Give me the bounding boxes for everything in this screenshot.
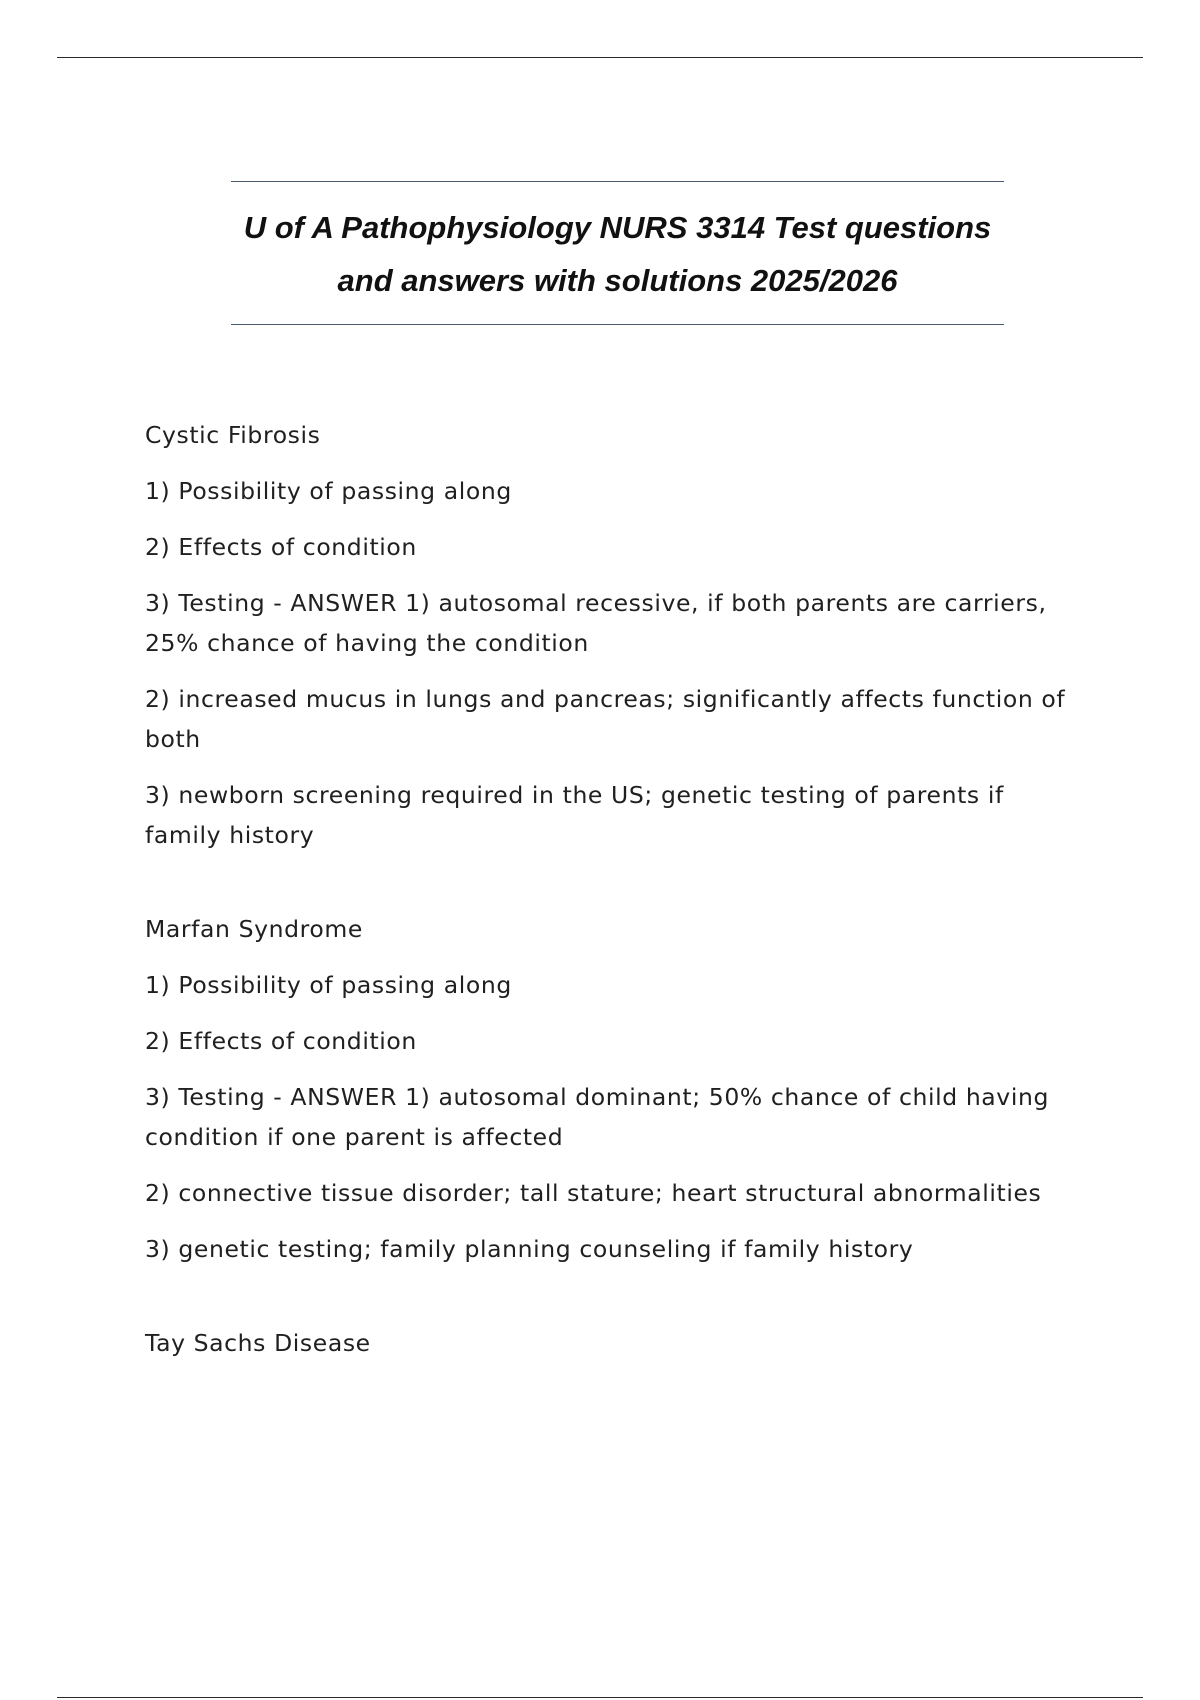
section-line: 3) Testing - ANSWER 1) autosomal recessive, if both parents are carriers, 25% chance of having the condition	[145, 589, 1047, 657]
section-line: 1) Possibility of passing along	[145, 971, 512, 999]
title-upper-rule	[231, 181, 1004, 182]
document-title-block	[231, 181, 1004, 325]
document-title-line-1: U of A Pathophysiology NURS 3314 Test questions	[243, 210, 992, 245]
document-body	[145, 415, 1085, 1379]
section-heading: Marfan Syndrome	[145, 915, 363, 943]
title-lower-rule	[231, 324, 1004, 325]
section-heading: Tay Sachs Disease	[145, 1329, 371, 1357]
document-title-line-2: and answers with solutions 2025/2026	[337, 263, 898, 298]
section-line: 2) Effects of condition	[145, 533, 417, 561]
section-line: 3) genetic testing; family planning counseling if family history	[145, 1235, 914, 1263]
section-line: 2) connective tissue disorder; tall stature; heart structural abnormalities	[145, 1179, 1042, 1207]
section-line: 2) Effects of condition	[145, 1027, 417, 1055]
section-line: 3) newborn screening required in the US; genetic testing of parents if family history	[145, 781, 1004, 849]
section-cystic-fibrosis	[145, 415, 1085, 855]
page-bottom-rule	[57, 1697, 1143, 1698]
section-line: 3) Testing - ANSWER 1) autosomal dominant; 50% chance of child having condition if one parent is affected	[145, 1083, 1049, 1151]
document-title	[231, 201, 1004, 307]
section-tay-sachs-disease	[145, 1323, 1085, 1363]
section-marfan-syndrome	[145, 909, 1085, 1269]
page-top-rule	[57, 57, 1143, 58]
section-line: 1) Possibility of passing along	[145, 477, 512, 505]
section-heading: Cystic Fibrosis	[145, 421, 321, 449]
section-line: 2) increased mucus in lungs and pancreas; significantly affects function of both	[145, 685, 1066, 753]
